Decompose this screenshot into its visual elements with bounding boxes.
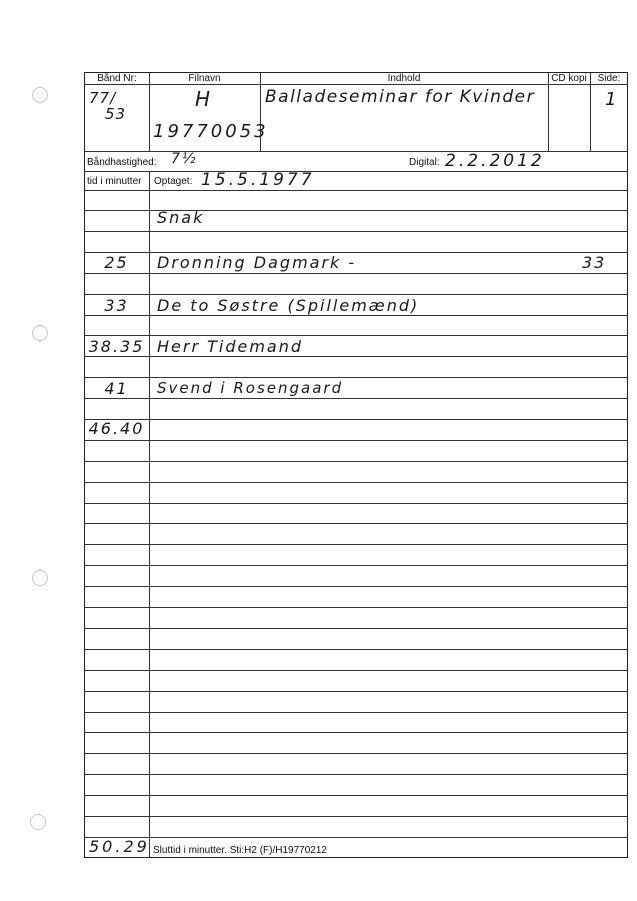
row-text: Dronning Dagmark - (157, 253, 357, 272)
optaget-label: Optaget: (154, 176, 193, 187)
ruled-line (85, 649, 627, 650)
band-nr-top: 77/ (89, 89, 117, 107)
row-time: 38.35 (88, 337, 145, 356)
sluttid-label: Sluttid i minutter. Sti:H2 (F)/H19770212 (153, 845, 327, 856)
ruled-line (85, 544, 627, 545)
ruled-line (85, 335, 627, 336)
band-nr-bottom: 53 (105, 105, 127, 123)
log-row (85, 253, 629, 277)
filnavn-letter: H (195, 87, 213, 111)
recording-log-form (84, 72, 628, 858)
ruled-line (85, 691, 627, 692)
log-row (85, 208, 629, 232)
ruled-line (85, 523, 627, 524)
ruled-line (85, 712, 627, 713)
ruled-line (85, 753, 627, 754)
tid-label: tid i minutter (87, 176, 142, 187)
ruled-line (85, 670, 627, 671)
filnavn-number: 19770053 (153, 121, 269, 142)
punch-hole (30, 814, 46, 830)
ruled-line (85, 732, 627, 733)
row-time: 41 (104, 379, 129, 398)
indhold-value: Balladeseminar for Kvinder (265, 87, 536, 107)
header-cd-kopi: CD kopi (551, 73, 587, 84)
ruled-line (85, 816, 627, 817)
log-row (85, 337, 629, 361)
punch-hole (32, 87, 48, 103)
header-side: Side: (597, 73, 621, 84)
ruled-line (85, 482, 627, 483)
row-text: Snak (157, 208, 205, 227)
bandhastighed-value: 7½ (171, 151, 198, 167)
digital-value: 2.2.2012 (445, 151, 545, 171)
ruled-line (85, 503, 627, 504)
ruled-line (85, 607, 627, 608)
ruled-line (85, 377, 627, 378)
row-time: 33 (104, 296, 129, 315)
ruled-line (85, 774, 627, 775)
bandhastighed-label: Båndhastighed: (87, 157, 157, 168)
ruled-line (85, 565, 627, 566)
punch-hole (32, 325, 48, 341)
row-text: Herr Tidemand (157, 337, 304, 356)
divider (85, 190, 627, 191)
footer-time: 50.29 (89, 837, 150, 856)
divider (590, 73, 591, 151)
optaget-value: 15.5.1977 (201, 170, 315, 190)
row-text: Svend i Rosengaard (157, 379, 344, 397)
log-row (85, 379, 629, 403)
log-row (85, 296, 629, 320)
ruled-line (85, 461, 627, 462)
divider (85, 837, 627, 838)
punch-hole (32, 570, 48, 586)
header-indhold: Indhold (387, 73, 421, 84)
row-time: 25 (104, 253, 129, 272)
ruled-line (85, 795, 627, 796)
ruled-line (85, 586, 627, 587)
digital-label: Digital: (409, 157, 440, 168)
ruled-line (85, 294, 627, 295)
divider (85, 84, 627, 85)
header-filnavn: Filnavn (188, 73, 221, 84)
ruled-line (85, 628, 627, 629)
divider (149, 73, 150, 151)
divider (548, 73, 549, 151)
row-time: 46.40 (88, 419, 145, 438)
log-row (85, 419, 629, 443)
side-value: 1 (605, 89, 619, 110)
row-right: 33 (582, 253, 607, 272)
header-band-nr: Bånd Nr: (97, 73, 137, 84)
divider (85, 171, 627, 172)
row-text: De to Søstre (Spillemænd) (157, 296, 420, 315)
divider (85, 151, 627, 152)
